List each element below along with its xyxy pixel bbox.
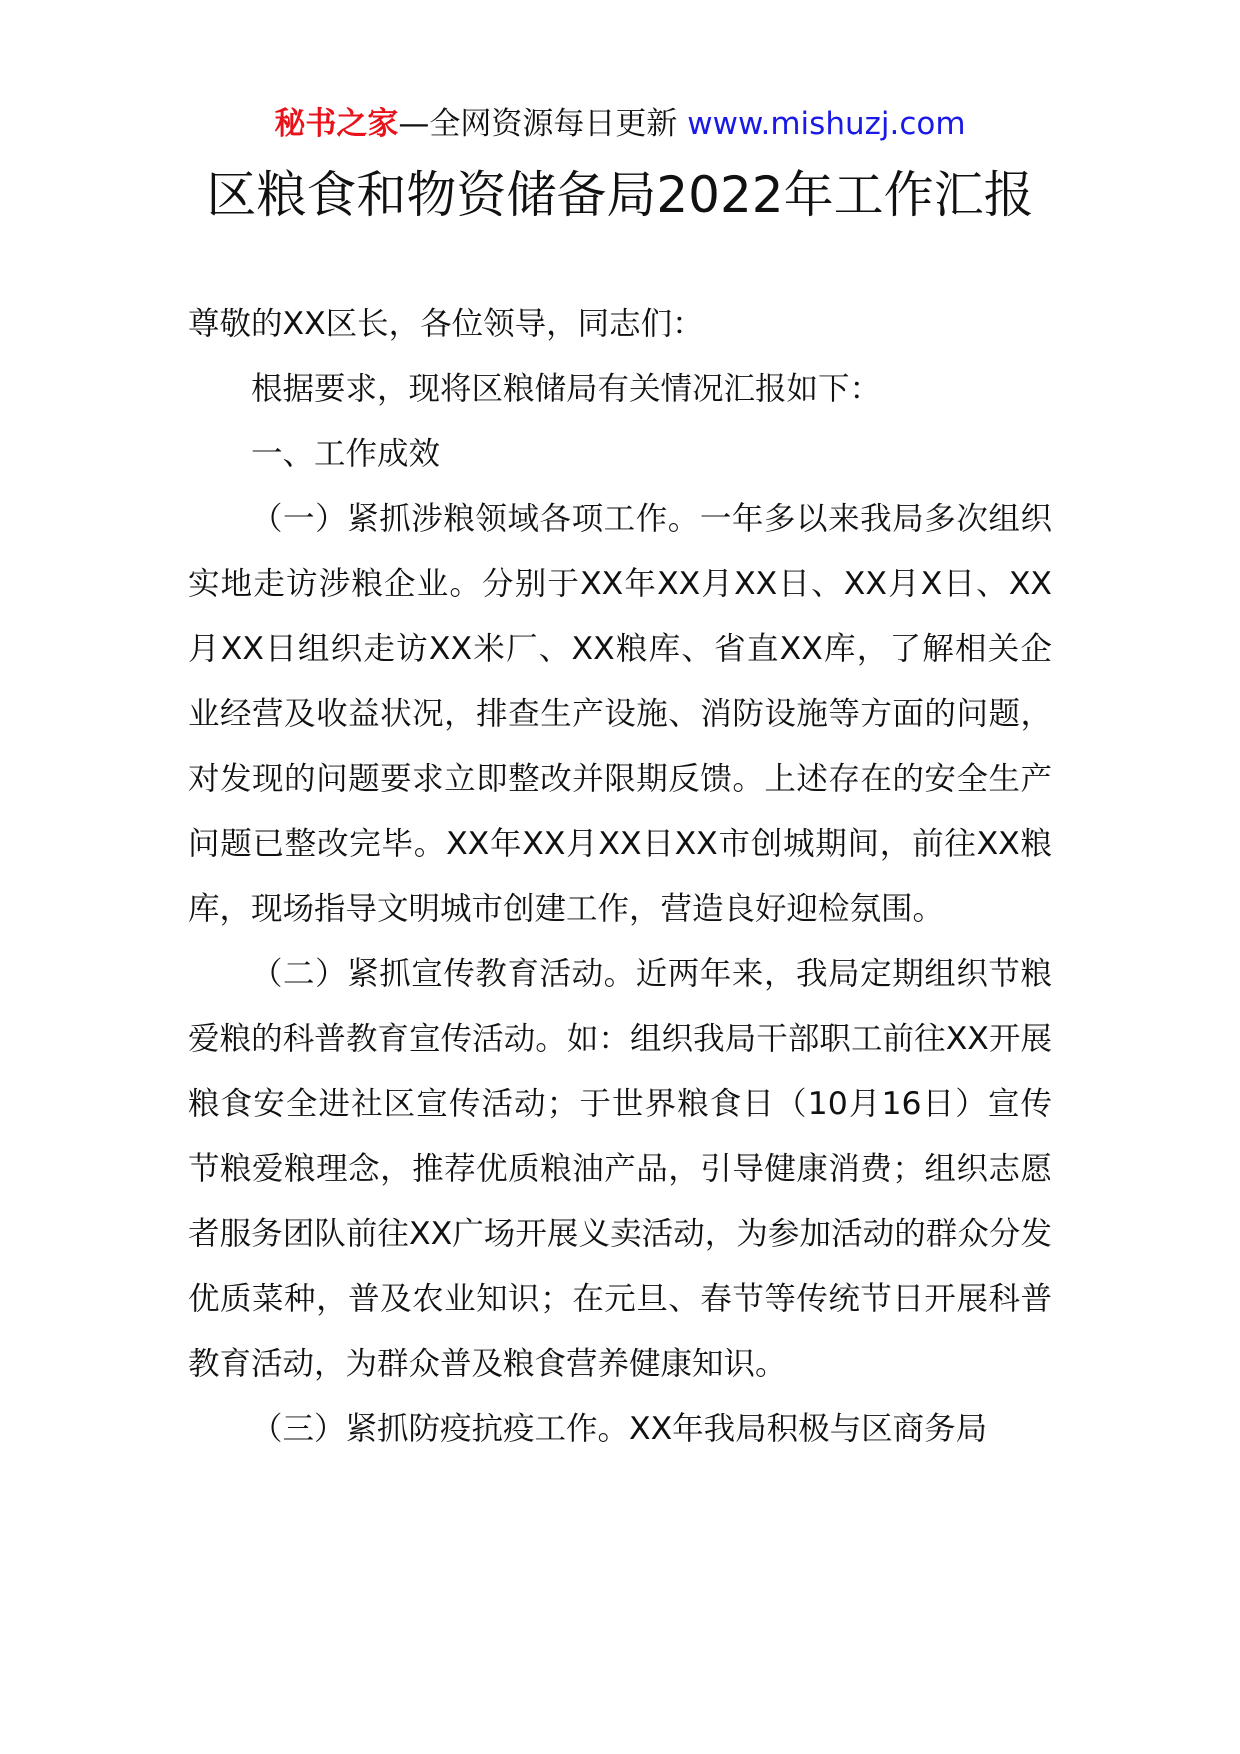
site-url-link[interactable]: www.mishuzj.com (687, 106, 966, 142)
document-title: 区粮食和物资储备局2022年工作汇报 (206, 166, 1034, 224)
paragraph-intro: 根据要求，现将区粮储局有关情况汇报如下： (251, 371, 882, 407)
document-body (188, 292, 1052, 1462)
paragraph-publicity-education: （二）紧抓宣传教育活动。近两年来，我局定期组织节粮爱粮的科普教育宣传活动。如：组织我局干部职工前往XX开展粮食安全进社区宣传活动；于世界粮食日（10月16日）宣传节粮爱粮理念，推荐优质粮油产品，引导健康消费；组织志愿者服务团队前往XX广场开展义卖活动，为参加活动的群众分发优质菜种，普及农业知识；在元旦、春节等传统节日开展科普教育活动，为群众普及粮食营养健康知识。 (188, 956, 1052, 1382)
salutation: 尊敬的XX区长，各位领导，同志们： (188, 306, 704, 342)
site-header (0, 104, 1240, 144)
brand-name: 秘书之家 (274, 106, 399, 142)
header-tagline: —全网资源每日更新 (398, 106, 688, 142)
paragraph-epidemic-prevention: （三）紧抓防疫抗疫工作。XX年我局积极与区商务局 (251, 1411, 988, 1447)
section-heading-achievements: 一、工作成效 (251, 436, 441, 472)
paragraph-grain-work: （一）紧抓涉粮领域各项工作。一年多以来我局多次组织实地走访涉粮企业。分别于XX年XX月XX日、XX月X日、XX月XX日组织走访XX米厂、XX粮库、省直XX库，了解相关企业经营及收益状况，排查生产设施、消防设施等方面的问题，对发现的问题要求立即整改并限期反馈。上述存在的安全生产问题已整改完毕。XX年XX月XX日XX市创城期间，前往XX粮库，现场指导文明城市创建工作，营造良好迎检氛围。 (188, 501, 1052, 927)
